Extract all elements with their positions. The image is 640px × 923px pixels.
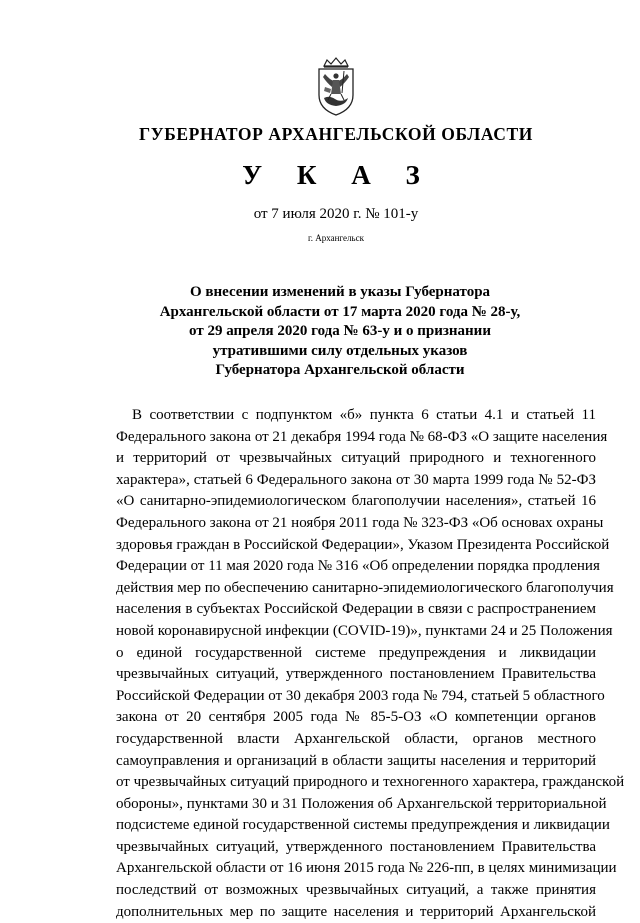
body-line: государственной власти Архангельской области, органов местного	[116, 730, 596, 747]
body-line: о единой государственной системе предупреждения и ликвидации	[116, 644, 596, 661]
body-line: самоуправления и организаций в области защиты населения и территорий	[116, 752, 596, 769]
body-paragraph	[116, 405, 625, 923]
body-line: В соответствии с подпунктом «б» пункта 6 статьи 4.1 и статьей 11	[132, 407, 596, 423]
body-line: действия мер по обеспечению санитарно-эпидемиологического благополучия	[116, 579, 614, 596]
body-line: чрезвычайных ситуаций, утвержденного постановлением Правительства	[116, 666, 596, 683]
body-line: новой коронавирусной инфекции (COVID-19)», пунктами 24 и 25 Положения	[116, 622, 613, 639]
body-line: «О санитарно-эпидемиологическом благополучии населения», статьей 16	[116, 493, 596, 510]
body-line: Федерации от 11 мая 2020 года № 316 «Об определении порядка продления	[116, 558, 600, 575]
body-line: Федерального закона от 21 ноября 2011 года № 323-ФЗ «Об основах охраны	[116, 514, 604, 531]
title-line: Архангельской области от 17 марта 2020 года № 28-у,	[159, 303, 521, 320]
issuing-authority: ГУБЕРНАТОР АРХАНГЕЛЬСКОЙ ОБЛАСТИ	[139, 124, 533, 144]
body-line: чрезвычайных ситуаций, утвержденного постановлением Правительства	[116, 838, 596, 855]
document-city: г. Архангельск	[308, 233, 364, 243]
document-date-number: от 7 июля 2020 г. № 101-у	[253, 206, 419, 222]
body-line: характера», статьей 6 Федерального закона от 30 марта 1999 года № 52-ФЗ	[116, 471, 596, 488]
body-line: Российской Федерации от 30 декабря 2003 года № 794, статьей 5 областного	[116, 687, 605, 704]
body-line: закона от 20 сентября 2005 года № 85-5-ОЗ «О компетенции органов	[116, 709, 596, 726]
body-line: дополнительных мер по защите населения и территорий Архангельской	[116, 903, 596, 920]
body-line: здоровья граждан в Российской Федерации», Указом Президента Российской	[116, 536, 610, 553]
title-line: О внесении изменений в указы Губернатора	[189, 284, 491, 300]
coat-of-arms-emblem-icon	[311, 57, 361, 117]
body-line: от чрезвычайных ситуаций природного и техногенного характера, гражданской	[116, 774, 625, 791]
body-line: Федерального закона от 21 декабря 1994 года № 68-ФЗ «О защите населения	[116, 428, 608, 445]
document-type: У К А З	[242, 160, 434, 190]
body-line: подсистеме единой государственной системы предупреждения и ликвидации	[116, 817, 610, 834]
body-line: обороны», пунктами 30 и 31 Положения об Архангельской территориальной	[116, 795, 607, 812]
title-line: Губернатора Архангельской области	[215, 362, 465, 378]
body-line: и территорий от чрезвычайных ситуаций природного и техногенного	[116, 450, 596, 467]
body-line: Архангельской области от 16 июня 2015 года № 226-пп, в целях минимизации	[116, 860, 617, 877]
body-line: последствий от возможных чрезвычайных ситуаций, а также принятия	[116, 882, 596, 899]
title-line: утратившими силу отдельных указов	[212, 342, 468, 359]
title-line: от 29 апреля 2020 года № 63-у и о признании	[189, 323, 491, 339]
document-title	[130, 283, 550, 381]
body-line: населения в субъектах Российской Федерации в связи с распространением	[116, 601, 596, 618]
